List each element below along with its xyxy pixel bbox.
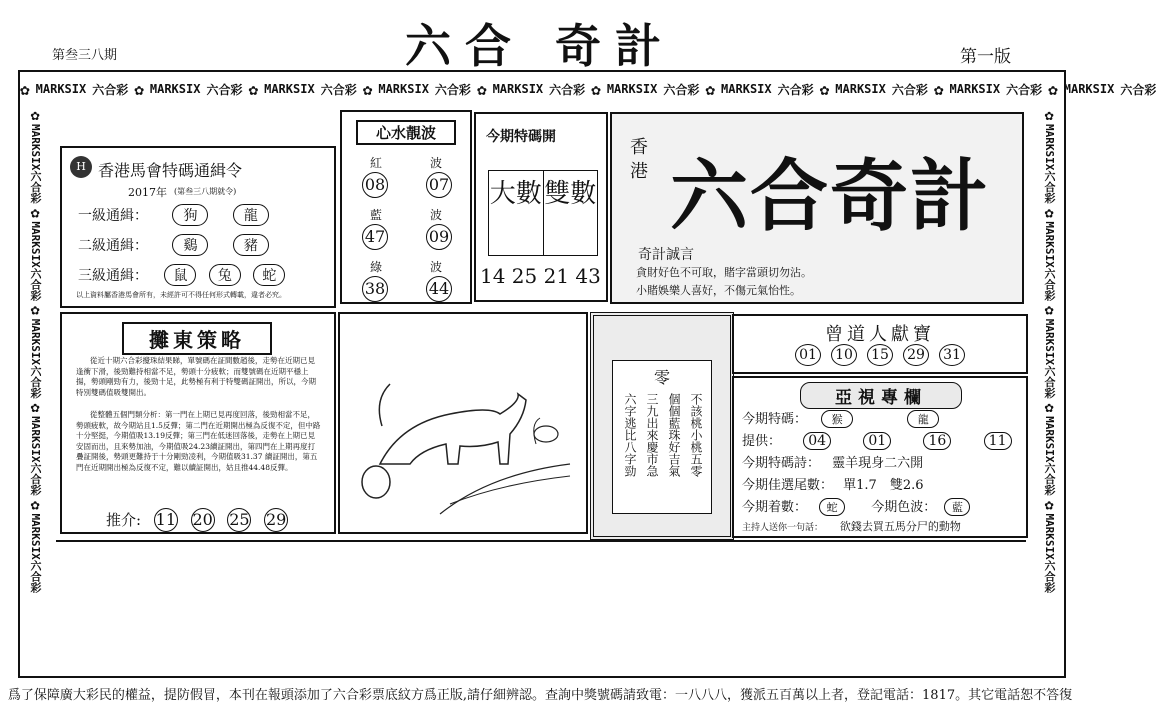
logo-name: 六合奇計 bbox=[670, 152, 991, 242]
treasure-number: 29 bbox=[903, 344, 929, 366]
treasure-box bbox=[732, 314, 1028, 374]
wave-number: 08 bbox=[362, 172, 388, 198]
wave-number: 44 bbox=[426, 276, 452, 302]
illustration-box bbox=[338, 312, 588, 534]
band-suffix: 六合彩 bbox=[663, 82, 700, 97]
color-label-row bbox=[370, 154, 442, 171]
treasure-number: 01 bbox=[795, 344, 821, 366]
side-suffix: 六合彩 bbox=[1043, 267, 1056, 301]
flower-icon: ✿ bbox=[20, 79, 30, 99]
wanted-row-3: 三級通緝： 鼠 兔 蛇 bbox=[78, 264, 285, 286]
tail-row: 今期佳選尾數： 單1.7 雙2.6 bbox=[742, 478, 924, 493]
treasure-number: 31 bbox=[939, 344, 965, 366]
logo-box bbox=[610, 112, 1024, 304]
flower-icon: ✿ bbox=[26, 203, 44, 222]
color-number-row bbox=[362, 224, 452, 250]
side-word: MARKSIX bbox=[1043, 124, 1056, 171]
wanted-row-1: 一級通緝： 狗 龍 bbox=[78, 204, 269, 226]
side-word: MARKSIX bbox=[1043, 318, 1056, 366]
scroll-paper bbox=[612, 360, 712, 514]
flower-icon: ✿ bbox=[933, 79, 944, 99]
band-suffix: 六合彩 bbox=[891, 82, 928, 97]
strategy-para-2: 從整體五個門類分析：第一門在上期已見再度回落，後勁相當不足，勢頭疲軟，故今期站且1.5反彈；第二門在近期開出極為反復不定，但中路十分堅挺，今期值吸13.19反彈；第三門在低迷回落後，走勢在上期已見安固而出，且來勢加油，今期值吸24.23續証開出，第四門在上期再度打疊証開後，勢頭更難持于十分剛勁凌利，今期值吸31.37 續証開出，第五門在近期開出極為反復不定，難以續証開出，姑且推44.48反彈。 bbox=[76, 410, 321, 472]
edition-label: 第一版 bbox=[960, 47, 1011, 67]
special-open-box bbox=[474, 112, 608, 302]
flower-icon: ✿ bbox=[705, 79, 716, 99]
scroll-verse: 個個藍珠好吉氣 bbox=[667, 393, 681, 477]
treasure-number: 10 bbox=[831, 344, 857, 366]
color-label-row bbox=[370, 258, 442, 275]
treasure-number: 15 bbox=[867, 344, 893, 366]
side-suffix: 六合彩 bbox=[29, 462, 42, 496]
bulletin-year: 2017年 bbox=[128, 186, 167, 199]
band-word: MARKSIX bbox=[949, 82, 1001, 96]
scroll-verse: 不該桃小桃五零 bbox=[689, 393, 703, 477]
wave-number: 07 bbox=[426, 172, 452, 198]
wave-number: 47 bbox=[362, 224, 388, 250]
color-number-row bbox=[362, 276, 452, 302]
special-numbers: 14 25 21 43 bbox=[480, 264, 601, 288]
side-suffix: 六合彩 bbox=[1043, 365, 1056, 399]
flower-icon: ✿ bbox=[248, 79, 259, 99]
treasure-title: 曾道人獻寶 bbox=[825, 324, 935, 345]
wave-number: 38 bbox=[362, 276, 388, 302]
page-title: 六合 奇計 bbox=[404, 19, 675, 73]
double-number-label: 雙數 bbox=[544, 179, 597, 209]
band-word: MARKSIX bbox=[606, 82, 658, 96]
wave-number: 09 bbox=[426, 224, 452, 250]
band-suffix: 六合彩 bbox=[549, 82, 586, 97]
wave-word: 波 bbox=[429, 156, 442, 170]
color-wave-title: 心水靚波 bbox=[356, 120, 456, 145]
host-row: 主持人送你一句話： 欲錢去買五馬分尸的動物 bbox=[742, 520, 961, 533]
band-suffix: 六合彩 bbox=[434, 82, 471, 97]
flower-icon: ✿ bbox=[819, 79, 830, 99]
band-suffix: 六合彩 bbox=[1006, 82, 1043, 97]
section-divider bbox=[56, 540, 1026, 542]
band-word: MARKSIX bbox=[1063, 82, 1115, 96]
strategy-title: 攤東策略 bbox=[122, 322, 272, 355]
side-word: MARKSIX bbox=[29, 124, 42, 171]
side-word: MARKSIX bbox=[1043, 221, 1056, 268]
band-word: MARKSIX bbox=[492, 82, 544, 96]
band-word: MARKSIX bbox=[721, 82, 772, 96]
marksix-side-right bbox=[1036, 106, 1058, 672]
special-title: 今期特碼開 bbox=[486, 129, 556, 145]
band-word: MARKSIX bbox=[835, 82, 886, 96]
flower-icon: ✿ bbox=[1040, 203, 1058, 222]
band-word: MARKSIX bbox=[35, 82, 87, 96]
side-word: MARKSIX bbox=[29, 318, 42, 366]
marksix-side-left bbox=[22, 106, 44, 672]
side-word: MARKSIX bbox=[1043, 513, 1056, 560]
atv-column-box bbox=[732, 376, 1028, 538]
wanted-bulletin bbox=[60, 146, 336, 308]
band-suffix: 六合彩 bbox=[320, 82, 357, 97]
color-name: 綠 bbox=[370, 260, 383, 274]
band-suffix: 六合彩 bbox=[206, 82, 243, 97]
band-suffix: 六合彩 bbox=[1120, 82, 1156, 97]
color-name: 藍 bbox=[370, 208, 383, 222]
color-number-row bbox=[362, 172, 452, 198]
color-name: 紅 bbox=[370, 156, 383, 170]
poem-row: 今期特碼詩： 靈羊現身二六開 bbox=[742, 456, 924, 471]
side-suffix: 六合彩 bbox=[29, 267, 42, 301]
flower-icon: ✿ bbox=[26, 300, 44, 319]
atv-column-title: 亞視專欄 bbox=[800, 382, 962, 409]
band-suffix: 六合彩 bbox=[92, 82, 129, 97]
flower-icon: ✿ bbox=[362, 79, 373, 99]
special-row: 今期特碼： 猴 龍 bbox=[742, 408, 939, 428]
footer-notice: 爲了保障廣大彩民的權益，提防假冒，本刊在報頭添加了六合彩票底紋方爲正版,請仔細辨認。查詢中獎號碼請致電：一八八八，獲派五百萬以上者，登記電話：1817。其它電話恕不答復 bbox=[7, 688, 1073, 703]
flower-icon: ✿ bbox=[476, 79, 487, 99]
logo-region: 香港 bbox=[630, 137, 648, 182]
logo-line-1: 貪財好色不可取，賭字當頭切勿沾。 bbox=[636, 266, 812, 279]
logo-line-2: 小賭娛樂人喜好，不傷元氣怡性。 bbox=[636, 284, 801, 297]
flower-icon: ✿ bbox=[1040, 398, 1058, 417]
side-suffix: 六合彩 bbox=[29, 365, 42, 399]
scroll-title: 零 bbox=[653, 368, 670, 387]
logo-slogan-title: 奇計誠言 bbox=[638, 247, 694, 263]
strategy-box bbox=[60, 312, 336, 534]
recommend-row: 推介: 11 20 25 29 bbox=[106, 508, 288, 532]
band-word: MARKSIX bbox=[378, 82, 429, 96]
flower-icon: ✿ bbox=[1040, 300, 1058, 319]
side-suffix: 六合彩 bbox=[29, 170, 42, 204]
side-word: MARKSIX bbox=[29, 221, 42, 268]
recommend-label: 推介: bbox=[106, 511, 142, 529]
flower-icon: ✿ bbox=[591, 79, 601, 99]
provide-row: 提供： 04 01 16 11 bbox=[742, 430, 1012, 450]
issue-number: 第叁三八期 bbox=[52, 48, 118, 63]
bulletin-note: 以上資料屬香港馬會所有，未經許可不得任何形式轉載，違者必究。 bbox=[76, 291, 286, 299]
flower-icon: ✿ bbox=[1040, 495, 1058, 514]
focus-row: 今期着數： 蛇 今期色波： 藍 bbox=[742, 496, 970, 516]
strategy-para-1: 從近十期六合彩攪珠結果睇，單號碼在証間數趙後，走勢在近期已見逢衝下滑，後勁難持相當不足，勢頭十分疲軟；而雙號碼在近期平穩上揚，勢頭剛勁有力，後勁十足，此勢極有利于特雙碼証開出，所以，今期特別雙碼值吸雙開出。 bbox=[76, 356, 316, 397]
scroll-verse: 三九出來慶市急 bbox=[645, 393, 659, 477]
side-suffix: 六合彩 bbox=[1043, 170, 1056, 204]
scroll-box bbox=[590, 312, 734, 540]
flower-icon: ✿ bbox=[134, 79, 144, 99]
flower-icon: ✿ bbox=[1040, 106, 1058, 124]
band-suffix: 六合彩 bbox=[777, 82, 814, 97]
side-suffix: 六合彩 bbox=[1043, 559, 1056, 593]
bulletin-issue: (第叁三八期就令) bbox=[174, 187, 237, 196]
wave-word: 波 bbox=[429, 260, 442, 274]
side-suffix: 六合彩 bbox=[1043, 462, 1056, 496]
side-suffix: 六合彩 bbox=[29, 559, 42, 593]
side-word: MARKSIX bbox=[29, 416, 42, 463]
color-wave-box bbox=[340, 110, 472, 304]
flower-icon: ✿ bbox=[26, 398, 44, 417]
color-label-row bbox=[370, 206, 442, 223]
band-word: MARKSIX bbox=[149, 82, 201, 96]
hkjc-logo-icon: H bbox=[70, 156, 92, 178]
wanted-row-2: 二級通緝： 鷄 豬 bbox=[78, 234, 269, 256]
flower-icon: ✿ bbox=[1048, 79, 1058, 99]
flower-icon: ✿ bbox=[26, 106, 44, 124]
wave-word: 波 bbox=[429, 208, 442, 222]
big-number-label: 大數 bbox=[489, 171, 544, 255]
scroll-verse: 六字逃比八字勁 bbox=[623, 393, 637, 477]
band-word: MARKSIX bbox=[264, 82, 315, 96]
big-double-panel bbox=[488, 170, 598, 256]
marksix-band bbox=[20, 74, 1156, 104]
side-word: MARKSIX bbox=[1043, 416, 1056, 463]
rhino-tortoise-illustration bbox=[340, 314, 586, 532]
side-word: MARKSIX bbox=[29, 513, 42, 560]
bulletin-title: 香港馬會特碼通緝令 bbox=[98, 161, 243, 180]
flower-icon: ✿ bbox=[26, 495, 44, 514]
